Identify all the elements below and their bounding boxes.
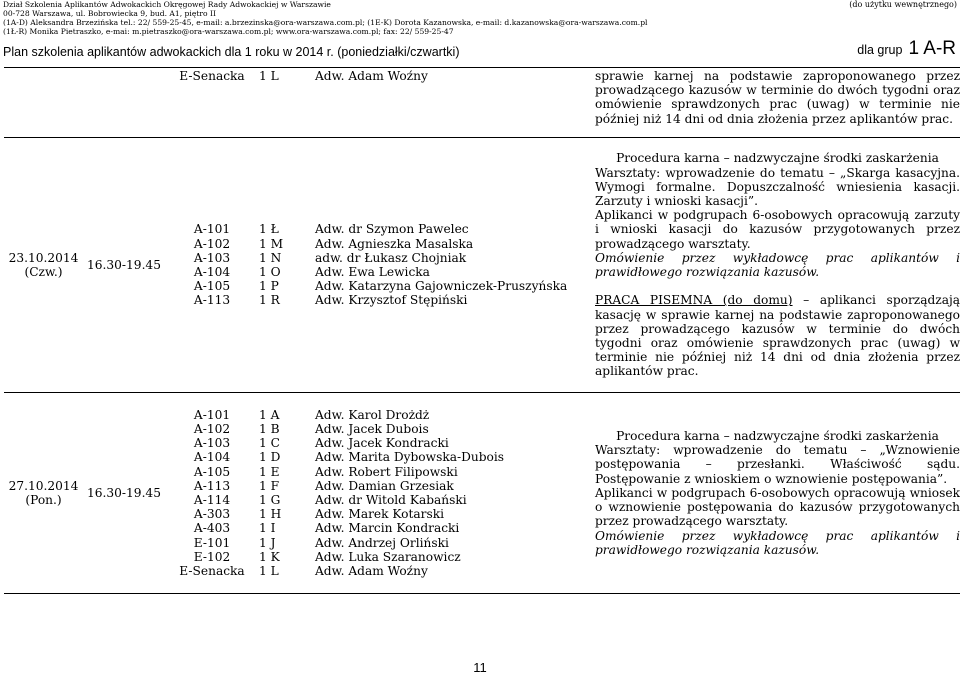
group-label: 1 N <box>259 250 282 265</box>
group-label: 1 L <box>259 69 279 83</box>
header-org-name: Dział Szkolenia Aplikantów Adwokackich Okręgowej Rady Adwokackiej w Warszawie <box>3 0 331 9</box>
written-assignment-label: PRACA PISEMNA (do domu) <box>595 293 793 308</box>
room-label: A-102 <box>193 236 231 251</box>
weekday: (Pon.) <box>25 493 62 507</box>
room-label: A-403 <box>193 521 231 536</box>
schedule-table <box>4 67 960 594</box>
group-label: 1 P <box>259 279 279 294</box>
group-label: 1 D <box>259 450 281 465</box>
group-label: 1 E <box>259 464 280 479</box>
groups-cell <box>259 68 315 138</box>
person-name: adw. dr Łukasz Chojniak <box>315 250 467 265</box>
group-label: 1 K <box>259 549 280 564</box>
room-label: E-101 <box>193 535 231 550</box>
room-label: E-Senacka <box>179 564 245 579</box>
person-name: Adw. Krzysztof Stępiński <box>315 293 468 308</box>
header-contacts-1: (1A-D) Aleksandra Brzezińska tel.: 22/ 559-25-45, e-mail: a.brzezinska@ora-warszawa.com.pl; (1E-K) Dorota Kazanowska, e-mail: d.kazanowska@ora-warszawa.com.pl <box>3 18 648 27</box>
person-name: Adw. Marita Dybowska-Dubois <box>315 450 505 465</box>
date-cell <box>4 393 83 594</box>
person-name: Adw. Jacek Dubois <box>315 421 429 436</box>
people-cell <box>315 393 595 594</box>
date-cell <box>4 138 83 393</box>
description-cell <box>595 68 960 138</box>
group-value: 1 A-R <box>908 38 956 59</box>
group-label: 1 R <box>259 293 280 308</box>
header-address: 00-728 Warszawa, ul. Bobrowiecka 9, bud. A1, piętro II <box>3 9 216 18</box>
group-label: 1 O <box>259 265 281 279</box>
room-label: A-101 <box>193 222 231 237</box>
topic-heading: Procedura karna – nadzwyczajne środki zaskarżenia <box>616 151 939 166</box>
room-label: A-303 <box>193 507 231 522</box>
review-text: Omówienie przez wykładowcę prac aplikantów i prawidłowego rozwiązania kazusów. <box>595 250 960 280</box>
person-name: Adw. Marcin Kondracki <box>315 521 460 536</box>
description-cell <box>595 393 960 594</box>
person-name: Adw. Damian Grzesiak <box>315 478 454 493</box>
person-name: Adw. Adam Woźny <box>315 564 428 579</box>
review-text: Omówienie przez wykładowcę prac aplikantów i prawidłowego rozwiązania kazusów. <box>595 528 960 557</box>
room-label: A-103 <box>193 250 231 265</box>
person-name: Adw. Adam Woźny <box>315 69 428 83</box>
task-text: Aplikanci w podgrupach 6-osobowych opracowują zarzuty i wnioski kasacji do kazusów przygotowanych przez prowadzącego warsztaty. <box>595 208 960 251</box>
description-cell <box>595 138 960 393</box>
date: 27.10.2014 <box>8 478 79 493</box>
time-cell: 16.30-19.45 <box>83 393 165 594</box>
person-name: Adw. Ewa Lewicka <box>315 265 430 279</box>
room-label: A-104 <box>193 265 231 279</box>
person-name: Adw. Marek Kotarski <box>315 507 445 522</box>
person-name: Adw. dr Witold Kabański <box>315 493 467 507</box>
group-label: 1 G <box>259 493 281 507</box>
person-name: Adw. Agnieszka Masalska <box>315 236 474 251</box>
header-contacts-2: (1Ł-R) Monika Pietraszko, e-mai: m.pietraszko@ora-warszawa.com.pl; www.ora-warszawa.com.pl; fax: 22/ 559-25-47 <box>3 27 454 36</box>
workshop-text: Warsztaty: wprowadzenie do tematu – „Wznowienie postępowania – przesłanki. Właściwość sądu. Postępowanie z wnioskiem o wznowienie postępowania”. <box>595 443 960 486</box>
room-label: A-103 <box>193 436 231 451</box>
group-label: 1 F <box>259 478 280 493</box>
date: 23.10.2014 <box>8 250 79 265</box>
internal-use-note: (do użytku wewnętrznego) <box>849 0 957 9</box>
room-label: E-102 <box>193 549 231 564</box>
date-cell <box>4 68 83 138</box>
group-label: 1 B <box>259 421 280 436</box>
person-name: Adw. Robert Filipowski <box>315 464 458 479</box>
weekday: (Czw.) <box>24 265 63 279</box>
groups-cell <box>259 138 315 393</box>
group-label: 1 H <box>259 507 282 522</box>
room-label: A-102 <box>193 421 231 436</box>
rooms-cell <box>165 68 259 138</box>
group-label: 1 Ł <box>259 222 279 237</box>
group-label: 1 M <box>259 236 284 251</box>
room-label: A-104 <box>193 450 231 465</box>
group-label: 1 A <box>259 407 280 422</box>
person-name: Adw. Andrzej Orliński <box>315 535 449 550</box>
written-assignment <box>595 293 960 378</box>
groups-cell <box>259 393 315 594</box>
description-text: sprawie karnej na podstawie zaproponowanego przez prowadzącego kazusów w terminie do dwóch tygodni oraz omówienie sprawdzonych prac (uwag) w terminie nie później niż 14 dni od dnia złożenia przez aplikantów prac. <box>595 69 960 126</box>
group-label: 1 I <box>259 521 276 536</box>
people-cell <box>315 138 595 393</box>
table-row <box>4 68 960 138</box>
room-label: A-105 <box>193 464 231 479</box>
person-name: Adw. Jacek Kondracki <box>315 436 449 451</box>
plan-title: Plan szkolenia aplikantów adwokackich dla 1 roku w 2014 r. (poniedziałki/czwartki) <box>3 45 460 59</box>
person-name: Adw. Katarzyna Gajowniczek-Pruszyńska <box>315 279 568 294</box>
rooms-cell <box>165 393 259 594</box>
time-cell: 16.30-19.45 <box>83 138 165 393</box>
room-label: A-113 <box>193 478 231 493</box>
page-number: 11 <box>473 660 487 675</box>
workshop-text: Warsztaty: wprowadzenie do tematu – „Skarga kasacyjna. Wymogi formalne. Dopuszczalność wniesienia kasacji. Zarzuty i wnioski kasacji”. <box>595 165 960 209</box>
table-row <box>4 393 960 594</box>
room-label: A-113 <box>193 293 231 308</box>
time-cell <box>83 68 165 138</box>
task-text: Aplikanci w podgrupach 6-osobowych opracowują wniosek o wznowienie postępowania do kazusów przygotowanych przez prowadzącego warsztaty. <box>595 485 960 529</box>
person-name: Adw. Luka Szaranowicz <box>315 549 461 564</box>
table-row <box>4 138 960 393</box>
people-cell <box>315 68 595 138</box>
room-label: E-Senacka <box>179 69 245 83</box>
group-label: 1 L <box>259 564 279 579</box>
written-assignment-text: – aplikanci sporządzają kasację w sprawie karnej na podstawie zaproponowanego przez prowadzącego kazusów w terminie do dwóch tygodni oraz omówienie sprawdzonych prac (uwag) w terminie nie później niż 14 dni od dnia złożenia przez aplikantów prac. <box>595 293 960 379</box>
topic-heading: Procedura karna – nadzwyczajne środki zaskarżenia <box>616 429 939 444</box>
person-name: Adw. Karol Drożdż <box>315 407 430 422</box>
person-name: Adw. dr Szymon Pawelec <box>315 222 469 237</box>
group-label: 1 J <box>259 535 276 550</box>
room-label: A-114 <box>193 493 231 507</box>
room-label: A-101 <box>193 407 231 422</box>
room-label: A-105 <box>193 279 231 294</box>
rooms-cell <box>165 138 259 393</box>
group-indicator <box>857 38 956 60</box>
group-label: dla grup <box>857 43 903 57</box>
group-label: 1 C <box>259 436 280 451</box>
